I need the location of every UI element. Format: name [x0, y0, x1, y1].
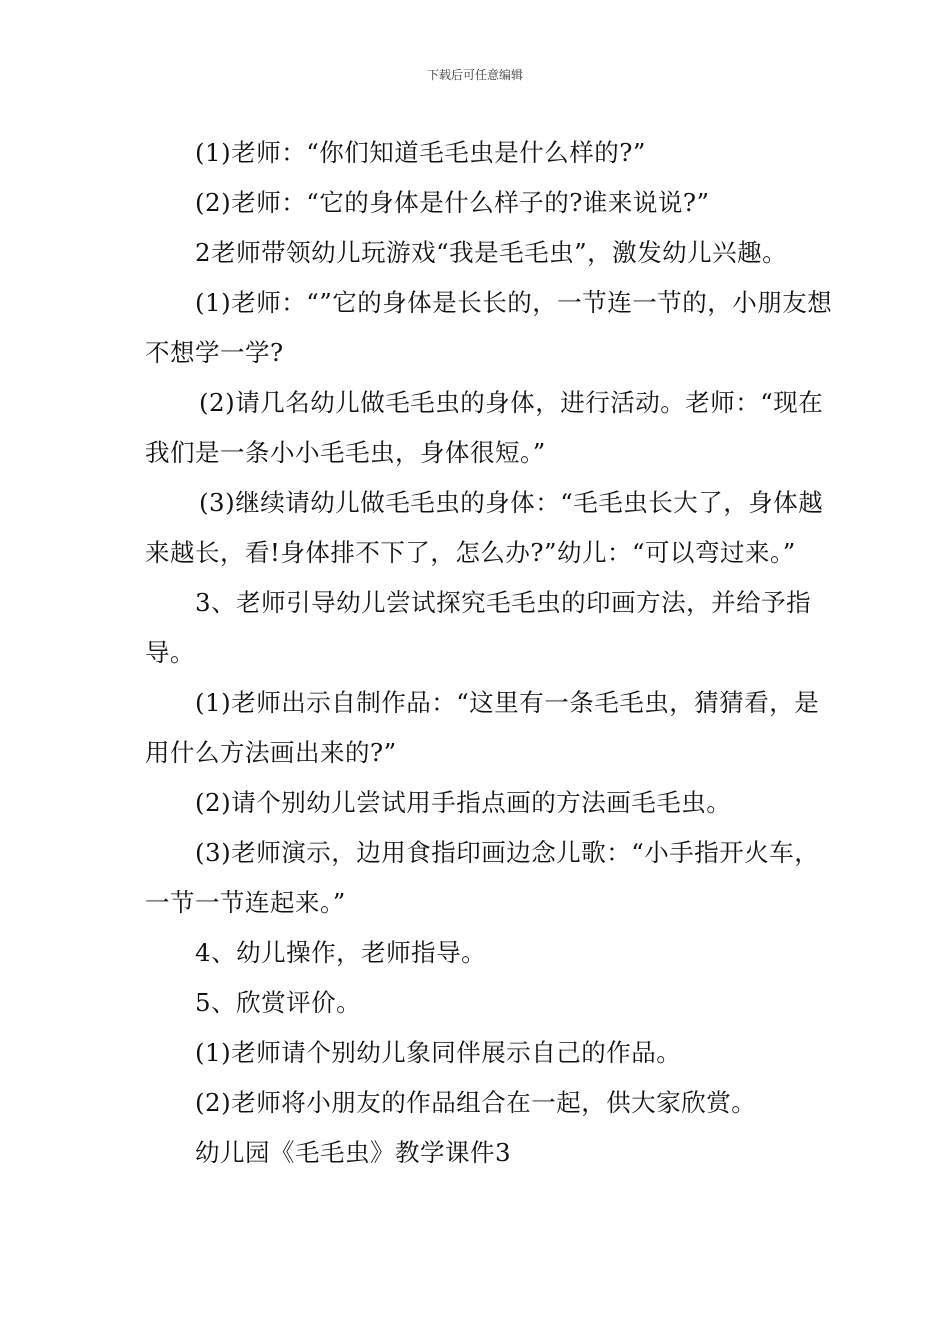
paragraph-5: (2)请几名幼儿做毛毛虫的身体，进行活动。老师：“现在我们是一条小小毛毛虫，身体很短。” [145, 388, 824, 467]
paragraph-9: (2)请个别幼儿尝试用手指点画的方法画毛毛虫。 [195, 788, 732, 817]
paragraph-15: 幼儿园《毛毛虫》教学课件3 [195, 1138, 512, 1167]
page-header: 下载后可任意编辑 [426, 68, 523, 82]
paragraph-2: (2)老师：“它的身体是什么样子的?谁来说说?” [195, 188, 710, 217]
paragraph-13: (1)老师请个别幼儿象同伴展示自己的作品。 [195, 1038, 682, 1067]
paragraph-10: (3)老师演示，边用食指印画边念儿歌：“小手指开火车，一节一节连起来。” [145, 838, 820, 917]
paragraph-12: 5、欣赏评价。 [195, 988, 362, 1017]
paragraph-7: 3、老师引导幼儿尝试探究毛毛虫的印画方法，并给予指导。 [145, 588, 812, 667]
paragraph-1: (1)老师：“你们知道毛毛虫是什么样的?” [195, 138, 646, 167]
paragraph-11: 4、幼儿操作，老师指导。 [195, 938, 487, 967]
paragraph-3: 2老师带领幼儿玩游戏“我是毛毛虫”，激发幼儿兴趣。 [195, 238, 788, 267]
document-body [145, 128, 835, 1178]
paragraph-6: (3)继续请幼儿做毛毛虫的身体：“毛毛虫长大了，身体越来越长，看!身体排不下了，怎么办?”幼儿：“可以弯过来。” [145, 488, 824, 567]
paragraph-8: (1)老师出示自制作品：“这里有一条毛毛虫，猜猜看，是用什么方法画出来的?” [145, 688, 820, 767]
paragraph-4: (1)老师：“”它的身体是长长的，一节连一节的，小朋友想不想学一学? [145, 288, 833, 367]
paragraph-14: (2)老师将小朋友的作品组合在一起，供大家欣赏。 [195, 1088, 757, 1117]
